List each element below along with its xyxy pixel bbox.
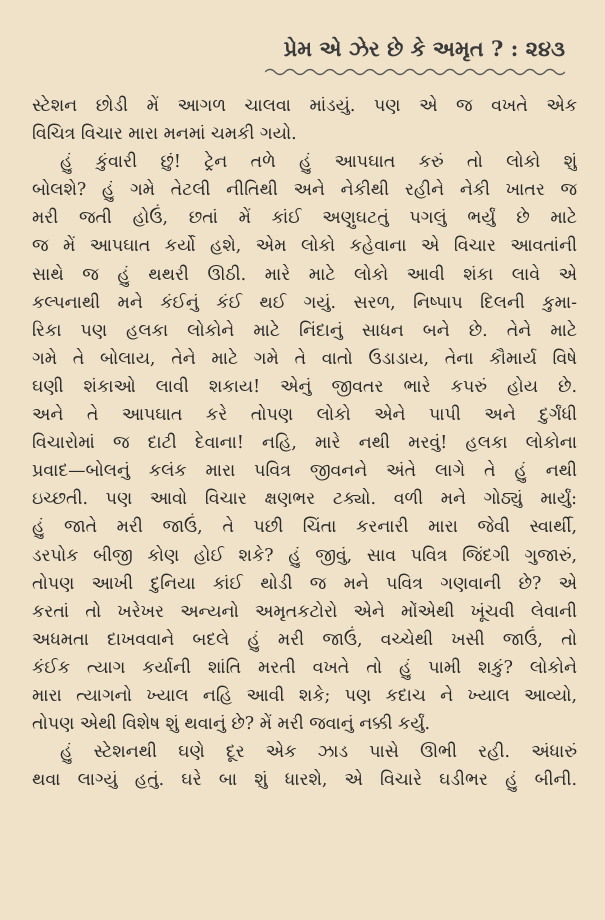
text-line: મારા ત્યાગનો ખ્યાલ નહિ આવી શકે; પણ કદાચ ને ખ્યાલ આવ્યો, <box>32 685 577 706</box>
body-text <box>32 92 577 794</box>
text-line: જ મેં આપઘાત કર્યો હશે, એમ લોકો કહેવાના એ વિચાર આવતાંની <box>32 236 577 257</box>
text-line: ગમે તે બોલાય, તેને માટે ગમે તે વાતો ઉડાડાય, તેના કૌમાર્ય વિષે <box>32 348 577 369</box>
text-line: હું જાતે મરી જાઉં, તે પછી ચિંતા કરનારી મારા જેવી સ્વાર્થી, <box>32 517 577 538</box>
text-line: તોપણ એથી વિશેષ શું થવાનું છે? મેં મરી જવાનું નક્કી કર્યું. <box>32 714 431 735</box>
text-line: અધમતા દાખવવાને બદલે હું મરી જાઉં, વચ્ચેથી ખસી જાઉં, તો <box>32 629 577 650</box>
text-line: હું સ્ટેશનથી ઘણે દૂર એક ઝાડ પાસે ઊભી રહી. અંધારું <box>60 742 577 763</box>
text-line: સાથે જ હું થથરી ઊઠી. મારે માટે લોકો આવી શંકા લાવે એ <box>32 264 577 285</box>
text-line: કંઈક ત્યાગ કર્યાની શાંતિ મરતી વખતે તો હું પામી શકું? લોકોને <box>32 657 577 678</box>
text-line: હું કુંવારી છું! ટ્રેન તળે હું આપઘાત કરું તો લોકો શું <box>60 152 577 173</box>
text-line: રિકા પણ હલકા લોકોને માટે નિંદાનું સાધન બને છે. તેને માટે <box>32 320 577 341</box>
text-line: કલ્પનાથી મને કંઈનું કંઈ થઈ ગયું. સરળ, નિષ્પાપ દિલની કુમા- <box>32 292 577 313</box>
text-line: ઘણી શંકાઓ લાવી શકાય! એનું જીવતર ભારે કપરું હોય છે. <box>32 376 577 397</box>
text-line: ઇચ્છતી. પણ આવો વિચાર ક્ષણભર ટક્યો. વળી મને ગોઠ્યું માર્યું: <box>32 489 577 510</box>
text-line: થવા લાગ્યું હતું. ઘરે બા શું ધારશે, એ વિચારે ઘડીભર હું બીની. <box>32 770 577 791</box>
text-line: સ્ટેશન છોડી મેં આગળ ચાલવા માંડયું. પણ એ જ વખતે એક <box>32 96 577 116</box>
text-line: વિચિત્ર વિચાર મારા મનમાં ચમકી ગયો. <box>32 124 297 145</box>
decorative-wavy-rule <box>265 67 565 77</box>
text-line: અને તે આપઘાત કરે તોપણ લોકો એને પાપી અને દુર્ગંધી <box>32 405 577 426</box>
running-head: પ્રેમ એ ઝેર છે કે અમૃત ? : ૨૪૩ <box>283 36 565 61</box>
text-line: બોલશે? હું ગમે તેટલી નીતિથી અને નેકીથી રહીને નેકી ખાતર જ <box>32 180 577 201</box>
text-line: કરતાં તો ખરેખર અન્યનો અમૃતકટોરો એને મોંએથી ખૂંચવી લેવાની <box>32 601 577 622</box>
text-line: વિચારોમાં જ દાટી દેવાના! નહિ, મારે નથી મરવું! હલકા લોકોના <box>32 433 577 454</box>
text-line: પ્રવાદ—બોલનું કલંક મારા પવિત્ર જીવનને અંતે લાગે તે હું નથી <box>32 461 577 482</box>
text-line: તોપણ આખી દુનિયા કાંઈ થોડી જ મને પવિત્ર ગણવાની છે? એ <box>32 573 577 594</box>
text-line: ડરપોક બીજી કોણ હોઈ શકે? હું જીવું, સાવ પવિત્ર જિંદગી ગુજારું, <box>32 545 577 566</box>
text-line: મરી જતી હોઉં, છતાં મેં કાંઈ અણુઘટતું પગલું ભર્યું છે માટે <box>32 208 577 229</box>
